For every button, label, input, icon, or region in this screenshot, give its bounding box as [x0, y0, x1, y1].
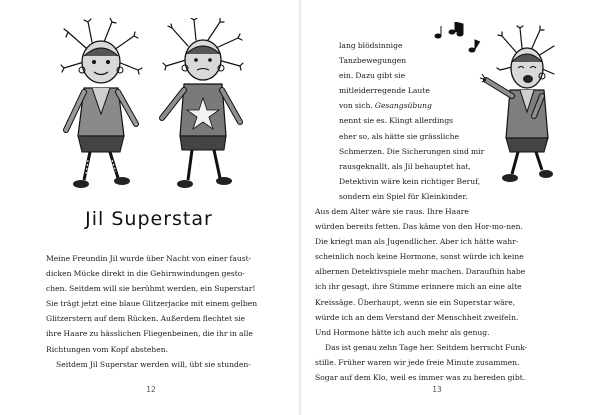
jil-twins-illustration	[48, 18, 253, 196]
text-line: stille. Früher waren wir jede freie Minute zusammen.	[315, 357, 520, 367]
text-line: Richtungen vom Kopf abstehen.	[46, 344, 169, 354]
text-line: Schmerzen. Die Sicherungen sind mir	[339, 146, 485, 156]
singing-jil-illustration	[430, 22, 555, 187]
text-line: albernen Detektivspiele mehr machen. Daraufhin habe	[315, 267, 526, 277]
text-line: ich ihr gesagt, ihre Stimme erinnere mich an eine alte	[315, 282, 522, 292]
text-line: Meine Freundin Jil wurde über Nacht von einer faust-	[46, 254, 252, 263]
text-fragment: von sich.	[339, 101, 373, 111]
text-line: chen. Seitdem will sie berühmt werden, ein Superstar!	[46, 284, 256, 294]
text-line: Detektivin wäre kein richtiger Beruf,	[339, 176, 481, 186]
text-line: lang blödsinnige	[339, 41, 403, 50]
chapter-title: Jil Superstar	[85, 208, 213, 230]
text-line: eher so, als hätte sie grässliche	[339, 131, 459, 141]
text-line: Aus dem Alter wäre sie raus. Ihre Haare	[315, 207, 469, 216]
text-line: Kreissäge. Überhaupt, wenn sie ein Superstar wäre,	[315, 297, 516, 307]
text-line: Das ist genau zehn Tage her. Seitdem herrscht Funk-	[325, 342, 528, 352]
text-line: Seitdem Jil Superstar werden will, übt sie stunden-	[56, 359, 251, 369]
page-number-right: 13	[432, 385, 442, 394]
paragraph-wide	[315, 204, 555, 385]
text-line: sondern ein Spiel für Kleinkinder.	[339, 191, 468, 201]
text-line: dicken Mücke direkt in die Gehirnwindungen gesto-	[46, 269, 245, 279]
italic-word: Gesangsübung	[374, 101, 432, 111]
text-line: Die kriegt man als Jugendlicher. Aber ich hätte wahr-	[315, 237, 519, 247]
text-line: nennt sie es. Klingt allerdings	[339, 116, 454, 126]
text-line: würde ich an dem Verstand der Menschheit zweifeln.	[315, 312, 519, 322]
music-notes-icon	[435, 22, 480, 52]
text-line: ein. Dazu gibt sie	[339, 71, 406, 81]
text-line: scheinlich noch keine Hormone, sonst würde ich keine	[315, 252, 524, 262]
right-page	[302, 0, 600, 415]
text-line: ihre Haare zu hässlichen Fliegenbeinen, die ihr in alle	[46, 329, 253, 339]
text-line: mitleiderregende Laute	[339, 86, 430, 96]
text-line: Tanzbewegungen	[339, 56, 407, 66]
paragraph-1	[46, 251, 257, 372]
text-line: würden bereits fetten. Das käme von den Hor-mo-nen.	[315, 222, 523, 232]
text-line: Sie trägt jetzt eine blaue Glitzerjacke mit einem gelben	[46, 299, 257, 309]
text-line: Sogar auf dem Klo, weil es immer was zu bereden gibt.	[315, 373, 526, 383]
left-page	[0, 0, 298, 415]
text-line: Glitzerstern auf dem Rücken. Außerdem flechtet sie	[46, 314, 246, 324]
text-line: Und Hormone hätte ich auch mehr als genug.	[315, 327, 490, 337]
text-line: rausgeknallt, als Jil behauptet hat,	[339, 161, 471, 171]
page-number-left: 12	[146, 385, 156, 394]
